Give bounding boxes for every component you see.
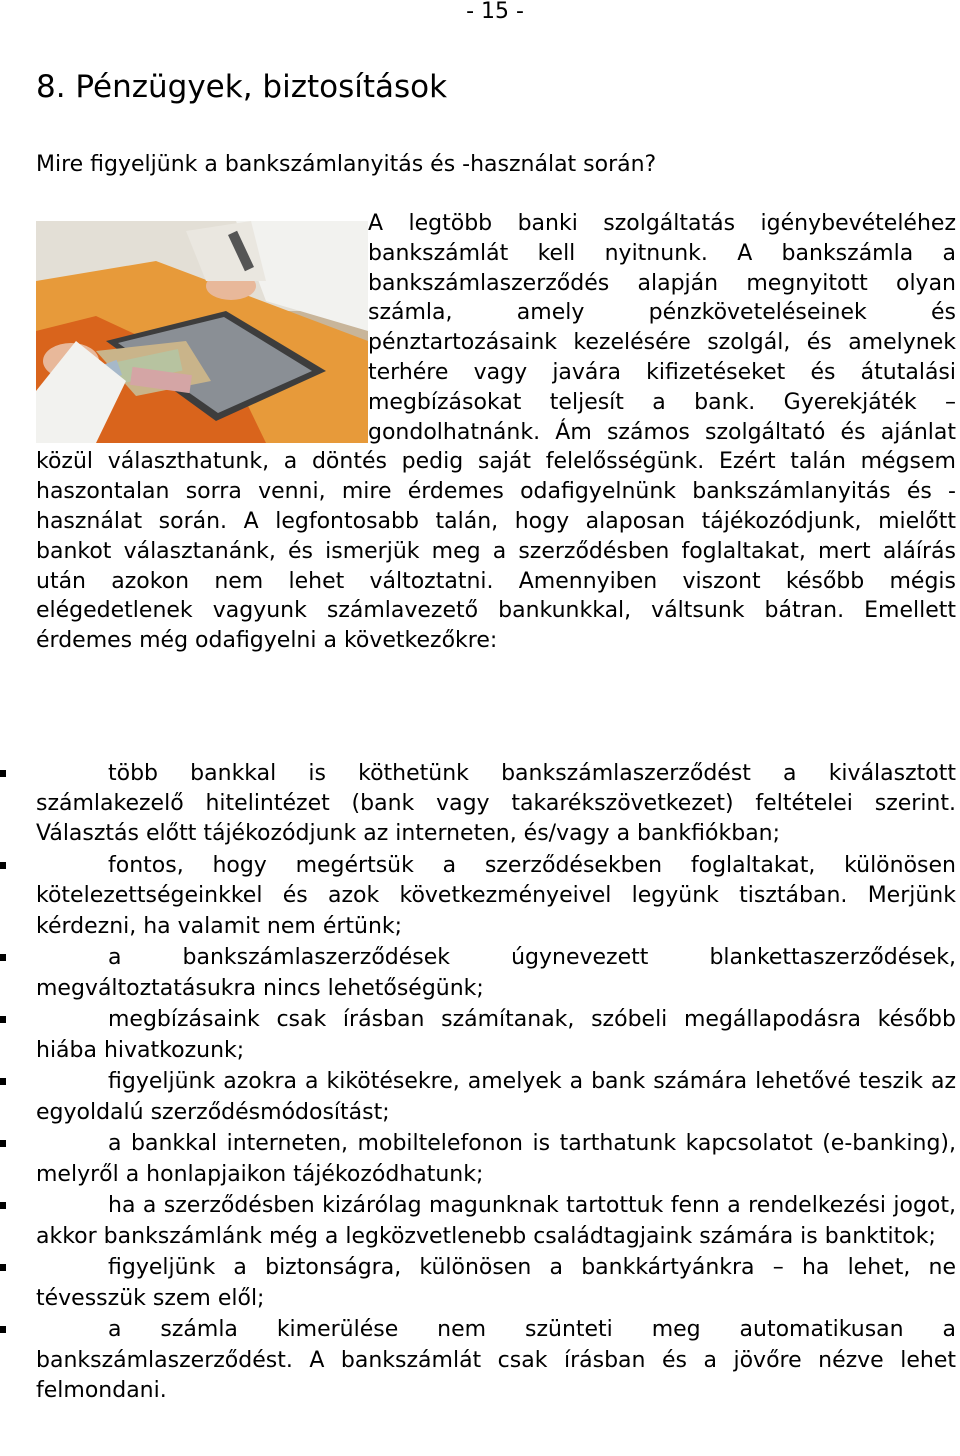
intro-text: A legtöbb banki szolgáltatás igénybevételéhez bankszámlát kell nyitnunk. A bankszámla a bankszámlaszerződés alapján megnyitott olyan számla, amely pénzköveteléseinek és pénztartozásaink kezelésére szolgál, és amelynek terhére vagy javára kifizetéseket és átutalási megbízásokat teljesít a bank. Gyerekjáték – gondolhatnánk. Ám számos szolgáltató és ajánlat közül választhatunk, a döntés pedig saját felelősségünk. Ezért talán mégsem haszontalan sorra venni, mire érdemes odafigyelnünk bankszámlanyitás és -használat során. A legfontosabb talán, hogy alaposan tájékozódjunk, mielőtt bankot választanánk, és ismerjük meg a szerződésben foglaltakat, mert aláírás után azokon nem lehet változtatni. Amennyiben viszont később mégis elégedetlenek vagyunk számlavezető bankunkkal, váltsunk bátran. Emellett érdemes még odafigyelni a következőkre: — [36, 211, 956, 654]
section-question: Mire figyeljünk a bankszámlanyitás és -használat során? — [36, 152, 657, 177]
page-number: - 15 - — [466, 0, 524, 24]
advice-list — [0, 759, 956, 1408]
list-item: ha a szerződésben kizárólag magunknak tartottuk fenn a rendelkezési jogot, akkor bankszámlánk még a legközvetlenebb családtagjaink számára is banktitok; — [0, 1191, 956, 1251]
square-bullet-icon — [0, 954, 6, 961]
square-bullet-icon — [0, 1264, 6, 1271]
square-bullet-icon — [0, 1202, 6, 1209]
list-item: figyeljünk azokra a kikötésekre, amelyek a bank számára lehetővé teszik az egyoldalú szerződésmódosítást; — [0, 1067, 956, 1127]
intro-paragraph — [36, 209, 956, 656]
page-title: 8. Pénzügyek, biztosítások — [36, 69, 448, 105]
square-bullet-icon — [0, 1140, 6, 1147]
square-bullet-icon — [0, 1078, 6, 1085]
bank-counter-illustration — [36, 221, 368, 443]
bank-counter-photo — [36, 221, 368, 443]
list-item: a bankkal interneten, mobiltelefonon is tarthatunk kapcsolatot (e-banking), melyről a honlapjaikon tájékozódhatunk; — [0, 1129, 956, 1189]
square-bullet-icon — [0, 1016, 6, 1023]
list-item: a bankszámlaszerződések úgynevezett blankettaszerződések, megváltoztatásukra nincs lehetőségünk; — [0, 943, 956, 1003]
list-item: figyeljünk a biztonságra, különösen a bankkártyánkra – ha lehet, ne tévesszük szem elől; — [0, 1253, 956, 1313]
list-item: fontos, hogy megértsük a szerződésekben foglaltakat, különösen kötelezettségeinkkel és azok következményeivel legyünk tisztában. Merjünk kérdezni, ha valamit nem értünk; — [0, 851, 956, 942]
list-item: megbízásaink csak írásban számítanak, szóbeli megállapodásra később hiába hivatkozunk; — [0, 1005, 956, 1065]
list-item: a számla kimerülése nem szünteti meg automatikusan a bankszámlaszerződést. A bankszámlát csak írásban és a jövőre nézve lehet felmondani. — [0, 1315, 956, 1406]
list-item: több bankkal is köthetünk bankszámlaszerződést a kiválasztott számlakezelő hitelintézet (bank vagy takarékszövetkezet) feltételei szerint. Választás előtt tájékozódjunk az interneten, és/vagy a bankfiókban; — [0, 759, 956, 850]
square-bullet-icon — [0, 1326, 6, 1333]
square-bullet-icon — [0, 862, 6, 869]
square-bullet-icon — [0, 770, 6, 777]
